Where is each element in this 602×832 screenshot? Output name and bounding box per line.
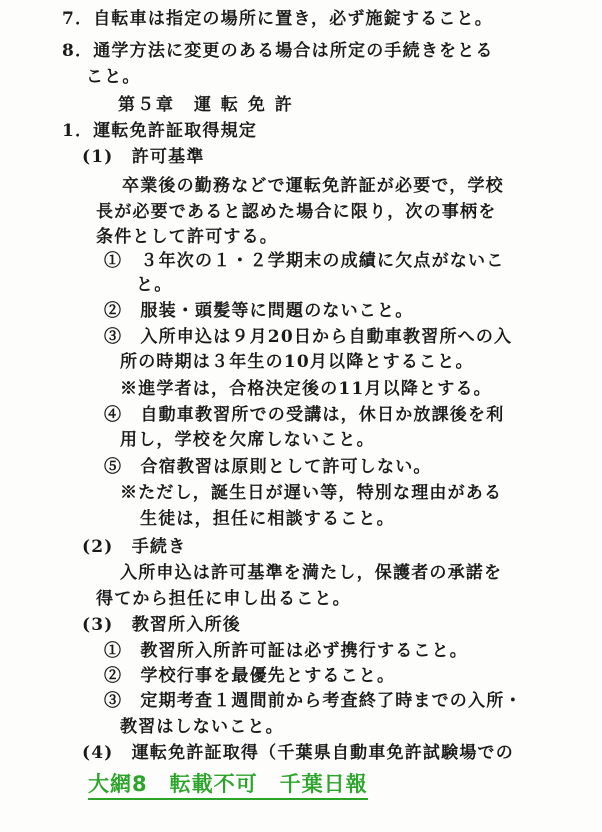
paragraph-line: 入所申込は許可基準を満たし，保護者の承諾を [120,563,503,583]
rule-8: 8．通学方法に変更のある場合は所定の手続きをとる [62,41,494,61]
watermark-caption: 大網8 転載不可 千葉日報 [88,770,368,800]
section-heading: 1．運転免許証取得規定 [62,121,258,141]
paragraph-line: 長が必要であると認めた場合に限り，次の事柄を [96,202,497,222]
rule-8-cont: こと。 [86,67,141,87]
chapter-heading: 第５章 運 転 免 許 [118,95,294,115]
after-enrollment-2: ② 学校行事を最優先とすること。 [104,666,396,686]
condition-3-note: ※進学者は，合格決定後の11月以降とする。 [120,379,492,399]
rule-7: 7．自転車は指定の場所に置き，必ず施錠すること。 [62,9,493,29]
after-enrollment-3: ③ 定期考査１週間前から考査終了時までの入所・ [104,691,523,711]
condition-3-cont: 所の時期は３年生の10月以降とすること。 [120,352,474,372]
subsection-4-heading: (4) 運転免許証取得（千葉県自動車免許試験場での [82,743,514,763]
condition-5-note-cont: 生徒は，担任に相談すること。 [140,509,395,529]
condition-1: ① ３年次の１・２学期末の成績に欠点がないこ [104,251,505,271]
condition-3: ③ 入所申込は９月20日から自動車教習所への入 [104,327,513,347]
condition-5-note: ※ただし，誕生日が遅い等，特別な理由がある [120,483,503,503]
condition-5: ⑤ 合宿教習は原則として許可しない。 [104,457,432,477]
subsection-3-heading: (3) 教習所入所後 [82,615,241,635]
condition-1-cont: と。 [136,275,173,295]
condition-2: ② 服装・頭髪等に問題のないこと。 [104,301,414,321]
paragraph-line: 卒業後の勤務などで運転免許証が必要で，学校 [122,176,504,196]
subsection-1-heading: (1) 許可基準 [82,147,205,167]
after-enrollment-1: ① 教習所入所許可証は必ず携行すること。 [104,641,468,661]
condition-4: ④ 自動車教習所での受講は，休日か放課後を利 [104,405,505,425]
condition-4-cont: 用し，学校を欠席しないこと。 [120,430,375,450]
paragraph-line: 条件として許可する。 [96,227,278,247]
after-enrollment-3-cont: 教習はしないこと。 [120,717,284,737]
paragraph-line: 得てから担任に申し出ること。 [96,589,351,609]
subsection-2-heading: (2) 手続き [82,537,187,557]
